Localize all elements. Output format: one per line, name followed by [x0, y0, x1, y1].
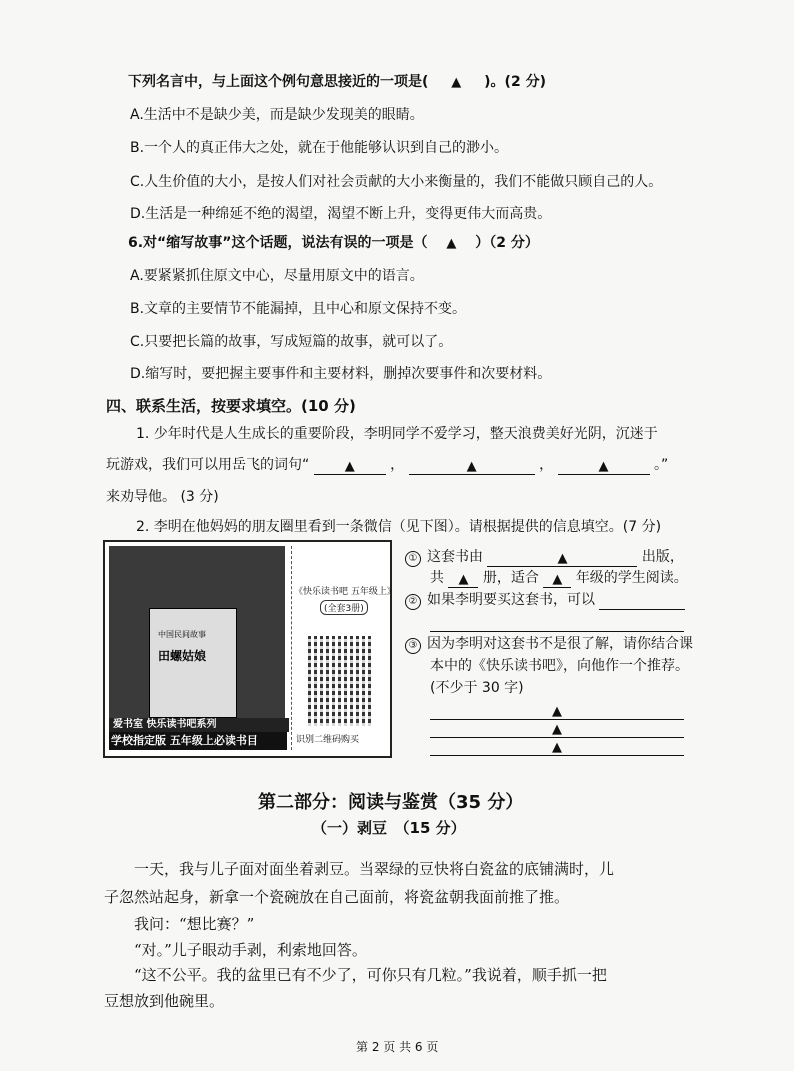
q6-stem: [128, 233, 539, 254]
fill-item-3: [405, 634, 693, 654]
blank-how-to-buy-2[interactable]: [430, 615, 684, 632]
fill-item-2: [405, 590, 685, 610]
book-illustration: [149, 608, 237, 718]
fill-text: 年级的学生阅读。: [575, 570, 688, 586]
answer-marker-icon: ▲: [557, 551, 568, 566]
blank-how-to-buy[interactable]: [599, 593, 685, 610]
blank-volumes[interactable]: [448, 571, 478, 588]
story-p4-l2: 豆想放到他碗里。: [104, 992, 225, 1010]
fill-item-1b: [430, 568, 688, 588]
fill-item-1: [405, 547, 684, 567]
book-cover: [109, 546, 285, 750]
ad-right-panel: [291, 546, 396, 750]
part2-title: 第二部分：阅读与鉴赏（35 分）: [258, 792, 524, 813]
story-p2: 我问：“想比赛？”: [134, 915, 255, 933]
blank-publisher[interactable]: [487, 550, 637, 567]
story-p1-l2: 子忽然站起身，新拿一个瓷碗放在自己面前，将瓷盆朝我面前推了推。: [104, 888, 570, 906]
wechat-ad-image: [103, 540, 396, 758]
answer-marker-icon: ▲: [552, 572, 563, 587]
answer-marker-icon: ▲: [552, 722, 562, 737]
answer-marker-icon: ▲: [344, 459, 355, 474]
q2-stem: 2. 李明在他妈妈的朋友圈里看到一条微信（见下图）。请根据提供的信息填空。(7 分): [136, 519, 662, 535]
q5-option-a: A.生活中不是缺少美，而是缺少发现美的眼睛。: [130, 107, 424, 123]
q5-option-d: D.生活是一种绵延不绝的渴望，渴望不断上升，变得更伟大而高贵。: [130, 206, 552, 222]
q5-stem-text: 下列名言中，与上面这个例句意思接近的一项是(: [128, 74, 429, 90]
fill-text: 如果李明要买这套书，可以: [427, 592, 595, 608]
q5-option-b: B.一个人的真正伟大之处，就在于他能够认识到自己的渺小。: [130, 140, 509, 156]
punct: ，: [390, 457, 405, 473]
recommend-line-3[interactable]: [430, 736, 684, 756]
answer-marker-icon: ▲: [451, 75, 462, 90]
q5-option-c: C.人生价值的大小，是按人们对社会贡献的大小来衡量的，我们不能做只顾自己的人。: [130, 174, 663, 190]
story-p4-l1: “这不公平。我的盆里已有不少了，可你只有几粒。”我说着，顺手抓一把: [134, 966, 607, 984]
fill-item-2b: [430, 612, 684, 632]
fill-item-3b: 本中的《快乐读书吧》，向他作一个推荐。: [430, 658, 689, 674]
ad-set-badge: (全套3册): [320, 600, 368, 615]
fill-text: 这套书由: [427, 549, 483, 565]
item-number: ①: [405, 551, 421, 567]
recommend-blank-3[interactable]: [430, 739, 684, 756]
punct: ，: [539, 457, 554, 473]
answer-marker-icon: ▲: [466, 459, 477, 474]
fill-text: 出版，: [641, 549, 684, 565]
answer-marker-icon: ▲: [446, 236, 457, 251]
q1-line1: 1. 少年时代是人生成长的重要阶段，李明同学不爱学习，整天浪费美好光阴，沉迷于: [136, 426, 658, 442]
part2-subtitle: （一）剥豆 （15 分）: [312, 819, 466, 837]
q1-line2: [106, 455, 668, 475]
answer-marker-icon: ▲: [458, 572, 469, 587]
blank-grade[interactable]: [543, 571, 571, 588]
q6-score: ）（2 分）: [475, 235, 539, 251]
cover-banner-series: 爱书室 快乐读书吧系列: [109, 718, 289, 732]
q6-option-d: D.缩写时，要把握主要事件和主要材料，删掉次要事件和次要材料。: [130, 366, 552, 382]
cover-banner-text: 学校指定版 五年级上必读书目: [111, 734, 258, 747]
q6-option-b: B.文章的主要情节不能漏掉，且中心和原文保持不变。: [130, 301, 467, 317]
blank-3[interactable]: [558, 458, 650, 475]
recommend-line-1[interactable]: [430, 700, 684, 720]
fill-text: 册，适合: [482, 570, 539, 586]
item-number: ③: [405, 638, 421, 654]
item-number: ②: [405, 594, 421, 610]
q1-line2-text: 玩游戏，我们可以用岳飞的词句“: [106, 457, 310, 473]
fill-text: 共: [430, 570, 444, 586]
q6-option-c: C.只要把长篇的故事，写成短篇的故事，就可以了。: [130, 334, 453, 350]
fill-text: 因为李明对这套书不是很了解，请你结合课: [427, 636, 693, 652]
answer-marker-icon: ▲: [552, 704, 562, 719]
q1-line3: 来劝导他。 (3 分): [106, 489, 219, 505]
book-series-label: 中国民间故事: [158, 630, 206, 639]
q6-option-a: A.要紧紧抓住原文中心，尽量用原文中的语言。: [130, 268, 424, 284]
fill-item-3c: (不少于 30 字): [430, 680, 524, 696]
q5-score: )。(2 分): [484, 74, 546, 90]
q6-stem-text: 6.对“缩写故事”这个话题，说法有误的一项是（: [128, 235, 428, 251]
ad-series-title: 《快乐读书吧 五年级上》: [294, 587, 396, 597]
section-heading: 四、联系生活，按要求填空。(10 分): [106, 397, 356, 415]
qr-code-overlay: [308, 636, 372, 726]
answer-marker-icon: ▲: [552, 740, 562, 755]
ad-scan-label: 识别二维码购买: [296, 735, 360, 745]
book-title: 田螺姑娘: [158, 649, 207, 663]
blank-2[interactable]: [409, 458, 535, 475]
story-p1-l1: 一天，我与儿子面对面坐着剥豆。当翠绿的豆快将白瓷盆的底铺满时，儿: [134, 860, 615, 878]
q5-stem: [128, 72, 546, 93]
blank-1[interactable]: [314, 458, 386, 475]
page-footer: 第 2 页 共 6 页: [356, 1040, 439, 1054]
answer-marker-icon: ▲: [598, 459, 609, 474]
story-p3: “对。”儿子眼动手剥，利索地回答。: [134, 941, 367, 959]
cover-banner-grade: [109, 732, 287, 750]
recommend-line-2[interactable]: [430, 718, 684, 738]
punct: 。”: [653, 457, 669, 473]
